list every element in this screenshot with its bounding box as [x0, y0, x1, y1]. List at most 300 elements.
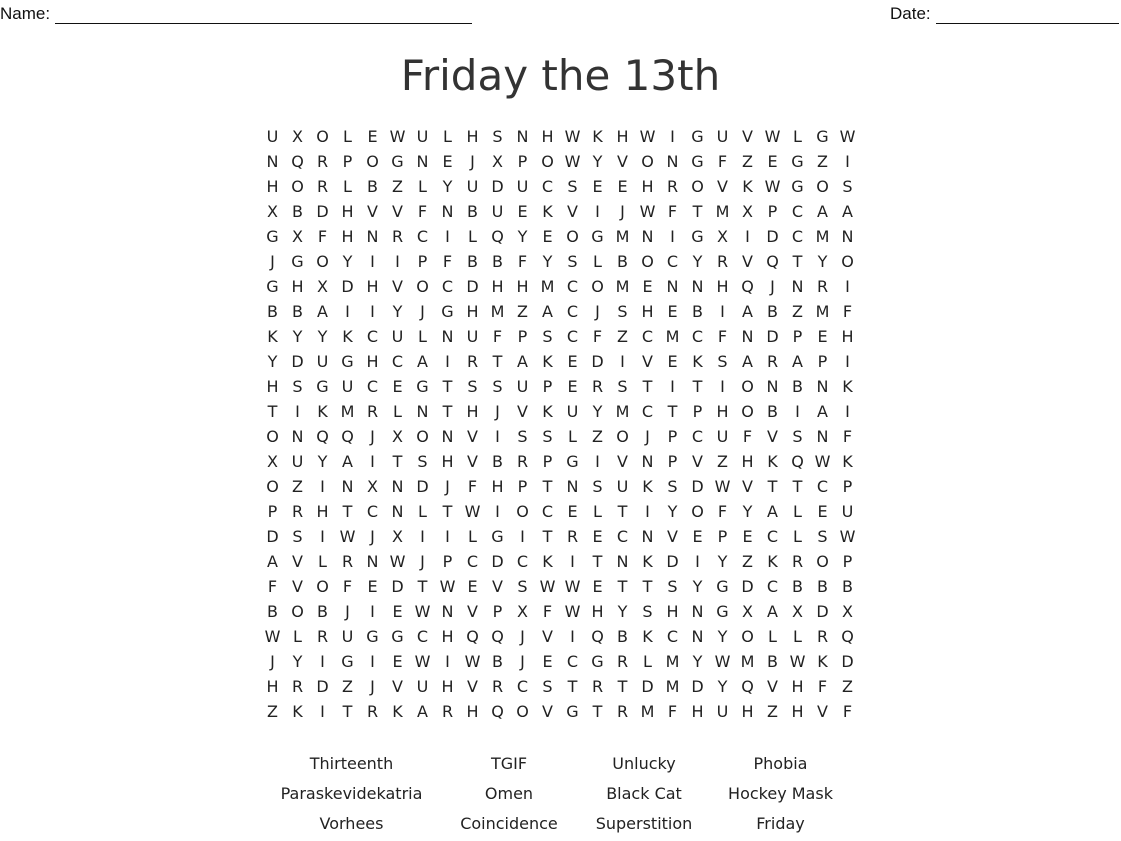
grid-letter: L: [793, 527, 802, 546]
grid-letter: P: [817, 352, 828, 371]
grid-letter: J: [520, 627, 525, 646]
grid-letter: W: [564, 127, 581, 146]
grid-letter: X: [292, 227, 303, 246]
grid-letter: J: [370, 427, 375, 446]
grid-letter: I: [745, 227, 750, 246]
grid-letter: X: [392, 527, 403, 546]
name-line[interactable]: [55, 8, 472, 24]
grid-letter: R: [391, 227, 404, 246]
grid-letter: O: [266, 427, 279, 446]
grid-letter: G: [591, 652, 604, 671]
grid-letter: K: [292, 702, 303, 721]
grid-letter: O: [691, 502, 704, 521]
grid-letter: Q: [791, 452, 804, 471]
grid-letter: C: [816, 477, 829, 496]
grid-letter: I: [720, 377, 725, 396]
grid-letter: M: [490, 302, 505, 321]
grid-letter: I: [495, 502, 500, 521]
grid-letter: O: [741, 377, 754, 396]
grid-letter: S: [667, 477, 678, 496]
grid-letter: P: [842, 477, 853, 496]
grid-letter: C: [466, 552, 479, 571]
grid-letter: L: [418, 502, 427, 521]
grid-letter: A: [792, 352, 803, 371]
grid-letter: D: [816, 602, 829, 621]
grid-letter: T: [267, 402, 278, 421]
grid-letter: E: [592, 577, 603, 596]
grid-letter: C: [791, 227, 804, 246]
grid-letter: U: [516, 377, 529, 396]
grid-letter: D: [491, 177, 504, 196]
grid-letter: D: [741, 577, 754, 596]
grid-letter: I: [570, 627, 575, 646]
grid-letter: W: [564, 602, 581, 621]
word-search-grid: [260, 124, 860, 724]
grid-letter: C: [691, 327, 704, 346]
grid-letter: Z: [617, 327, 628, 346]
grid-letter: G: [791, 177, 804, 196]
grid-letter: H: [716, 277, 729, 296]
grid-letter: B: [467, 252, 478, 271]
grid-letter: J: [495, 402, 500, 421]
grid-letter: U: [341, 627, 354, 646]
word-bank-row: [0, 811, 1121, 841]
grid-letter: C: [566, 302, 579, 321]
grid-letter: W: [639, 127, 656, 146]
grid-letter: Z: [742, 152, 753, 171]
grid-letter: B: [767, 302, 778, 321]
grid-letter: B: [617, 252, 628, 271]
grid-letter: K: [542, 402, 553, 421]
grid-letter: K: [592, 127, 603, 146]
grid-letter: W: [439, 577, 456, 596]
grid-letter: H: [316, 502, 329, 521]
grid-letter: K: [542, 352, 553, 371]
grid-letter: T: [642, 577, 653, 596]
grid-letter: E: [667, 352, 678, 371]
grid-letter: H: [266, 677, 279, 696]
grid-letter: I: [395, 252, 400, 271]
grid-letter: T: [392, 452, 403, 471]
grid-letter: B: [317, 602, 328, 621]
word-bank-item: Black Cat: [606, 784, 682, 803]
grid-letter: Q: [766, 252, 779, 271]
grid-letter: Z: [767, 702, 778, 721]
grid-letter: B: [617, 627, 628, 646]
grid-letter: C: [441, 277, 454, 296]
grid-letter: V: [767, 427, 778, 446]
grid-letter: F: [717, 327, 728, 346]
grid-letter: K: [767, 552, 778, 571]
grid-letter: S: [617, 302, 628, 321]
grid-letter: B: [817, 577, 828, 596]
grid-letter: I: [670, 127, 675, 146]
grid-letter: G: [391, 152, 404, 171]
grid-letter: T: [342, 702, 353, 721]
grid-letter: L: [793, 127, 802, 146]
grid-letter: G: [791, 152, 804, 171]
grid-letter: B: [492, 452, 503, 471]
grid-letter: I: [845, 402, 850, 421]
grid-letter: E: [542, 652, 553, 671]
grid-letter: I: [420, 527, 425, 546]
grid-letter: H: [366, 352, 379, 371]
grid-letter: Y: [592, 152, 603, 171]
grid-letter: E: [567, 377, 578, 396]
grid-letter: H: [266, 377, 279, 396]
grid-letter: J: [345, 602, 350, 621]
grid-letter: C: [691, 427, 704, 446]
grid-letter: Z: [292, 477, 303, 496]
grid-letter: I: [370, 652, 375, 671]
grid-letter: S: [542, 677, 553, 696]
grid-letter: E: [392, 652, 403, 671]
name-field[interactable]: [0, 4, 472, 24]
grid-letter: V: [392, 677, 403, 696]
grid-letter: H: [441, 452, 454, 471]
word-bank-item: Paraskevidekatria: [280, 784, 423, 803]
grid-letter: Z: [792, 302, 803, 321]
grid-letter: W: [414, 652, 431, 671]
grid-letter: N: [416, 152, 429, 171]
grid-letter: U: [841, 502, 854, 521]
grid-letter: D: [291, 352, 304, 371]
grid-letter: X: [792, 602, 803, 621]
grid-letter: O: [316, 252, 329, 271]
grid-letter: F: [817, 677, 828, 696]
grid-letter: I: [295, 402, 300, 421]
grid-letter: F: [717, 502, 728, 521]
grid-letter: V: [517, 402, 528, 421]
grid-letter: M: [340, 402, 355, 421]
grid-letter: D: [691, 477, 704, 496]
grid-letter: F: [317, 227, 328, 246]
grid-letter: Y: [692, 252, 703, 271]
grid-letter: I: [520, 527, 525, 546]
grid-letter: K: [642, 627, 653, 646]
grid-letter: I: [445, 527, 450, 546]
grid-letter: C: [416, 627, 429, 646]
grid-letter: S: [542, 327, 553, 346]
grid-letter: P: [267, 502, 278, 521]
grid-letter: U: [466, 177, 479, 196]
grid-letter: B: [292, 302, 303, 321]
grid-letter: N: [666, 152, 679, 171]
grid-letter: S: [567, 177, 578, 196]
grid-letter: F: [417, 202, 428, 221]
grid-letter: T: [542, 527, 553, 546]
grid-letter: T: [692, 202, 703, 221]
grid-letter: Y: [317, 452, 328, 471]
grid-letter: M: [615, 402, 630, 421]
grid-letter: I: [570, 552, 575, 571]
grid-letter: F: [267, 577, 278, 596]
grid-letter: Y: [692, 577, 703, 596]
grid-letter: I: [645, 502, 650, 521]
grid-letter: V: [617, 152, 628, 171]
grid-letter: V: [492, 577, 503, 596]
grid-letter: G: [591, 227, 604, 246]
grid-letter: Y: [317, 327, 328, 346]
grid-letter: A: [267, 552, 278, 571]
grid-letter: P: [542, 377, 553, 396]
grid-letter: G: [816, 127, 829, 146]
grid-letter: O: [566, 227, 579, 246]
grid-letter: P: [517, 152, 528, 171]
grid-letter: Y: [717, 552, 728, 571]
grid-letter: S: [492, 127, 503, 146]
word-bank: [0, 751, 1121, 841]
grid-letter: C: [566, 652, 579, 671]
grid-letter: O: [616, 427, 629, 446]
grid-letter: V: [667, 527, 678, 546]
grid-letter: I: [445, 352, 450, 371]
grid-letter: K: [542, 202, 553, 221]
grid-letter: V: [767, 677, 778, 696]
grid-letter: E: [442, 152, 453, 171]
grid-letter: A: [342, 452, 353, 471]
grid-letter: Y: [617, 602, 628, 621]
grid-letter: G: [316, 377, 329, 396]
grid-letter: U: [391, 327, 404, 346]
grid-letter: C: [366, 377, 379, 396]
grid-letter: X: [267, 452, 278, 471]
grid-letter: E: [692, 527, 703, 546]
grid-letter: B: [492, 252, 503, 271]
grid-letter: F: [542, 602, 553, 621]
grid-letter: V: [617, 452, 628, 471]
grid-letter: B: [842, 577, 853, 596]
grid-letter: T: [642, 377, 653, 396]
grid-letter: R: [616, 652, 629, 671]
grid-letter: N: [341, 477, 354, 496]
grid-letter: D: [316, 677, 329, 696]
grid-letter: C: [541, 177, 554, 196]
grid-letter: A: [842, 202, 853, 221]
grid-letter: P: [442, 552, 453, 571]
grid-letter: D: [591, 352, 604, 371]
grid-letter: K: [267, 327, 278, 346]
word-bank-item: Unlucky: [612, 754, 676, 773]
grid-letter: R: [591, 677, 604, 696]
grid-letter: U: [416, 677, 429, 696]
grid-letter: O: [416, 277, 429, 296]
grid-letter: C: [791, 202, 804, 221]
grid-letter: J: [270, 652, 275, 671]
word-bank-row: [0, 781, 1121, 811]
grid-letter: N: [366, 227, 379, 246]
grid-letter: R: [341, 552, 354, 571]
grid-letter: T: [617, 577, 628, 596]
grid-letter: C: [541, 502, 554, 521]
grid-letter: L: [593, 502, 602, 521]
grid-letter: W: [764, 177, 781, 196]
grid-letter: Y: [592, 402, 603, 421]
grid-letter: G: [566, 702, 579, 721]
grid-letter: S: [542, 427, 553, 446]
grid-letter: I: [345, 302, 350, 321]
grid-letter: T: [567, 677, 578, 696]
grid-letter: G: [691, 127, 704, 146]
grid-letter: N: [791, 277, 804, 296]
grid-letter: I: [845, 352, 850, 371]
grid-letter: G: [566, 452, 579, 471]
name-label: Name:: [0, 4, 51, 23]
grid-letter: A: [817, 402, 828, 421]
grid-letter: V: [717, 177, 728, 196]
grid-letter: T: [592, 552, 603, 571]
grid-letter: K: [392, 702, 403, 721]
grid-letter: O: [591, 277, 604, 296]
grid-letter: T: [617, 502, 628, 521]
grid-letter: T: [692, 377, 703, 396]
grid-letter: H: [641, 302, 654, 321]
grid-letter: E: [592, 177, 603, 196]
grid-letter: F: [842, 302, 853, 321]
grid-letter: N: [291, 427, 304, 446]
grid-letter: G: [266, 227, 279, 246]
grid-letter: N: [666, 277, 679, 296]
grid-letter: S: [842, 177, 853, 196]
grid-letter: F: [742, 427, 753, 446]
grid-letter: D: [841, 652, 854, 671]
grid-letter: Z: [742, 552, 753, 571]
grid-letter: B: [767, 652, 778, 671]
grid-letter: K: [542, 552, 553, 571]
grid-letter: J: [770, 277, 775, 296]
grid-letter: N: [391, 477, 404, 496]
grid-letter: A: [317, 302, 328, 321]
grid-letter: I: [445, 652, 450, 671]
grid-letter: M: [665, 652, 680, 671]
grid-letter: R: [316, 152, 329, 171]
word-bank-item: Friday: [756, 814, 805, 833]
grid-letter: Q: [316, 427, 329, 446]
grid-letter: A: [742, 302, 753, 321]
grid-letter: S: [592, 477, 603, 496]
grid-letter: Y: [717, 677, 728, 696]
grid-letter: Y: [392, 302, 403, 321]
grid-letter: H: [466, 402, 479, 421]
grid-letter: H: [466, 702, 479, 721]
grid-letter: K: [842, 452, 853, 471]
word-bank-row: [0, 751, 1121, 781]
grid-letter: H: [491, 477, 504, 496]
grid-letter: X: [517, 602, 528, 621]
date-line[interactable]: [936, 8, 1119, 24]
grid-letter: R: [566, 527, 579, 546]
grid-letter: R: [366, 402, 379, 421]
grid-letter: B: [467, 202, 478, 221]
grid-letter: X: [367, 477, 378, 496]
grid-letter: A: [767, 502, 778, 521]
grid-letter: R: [766, 352, 779, 371]
word-bank-item: Phobia: [753, 754, 808, 773]
grid-letter: J: [445, 477, 450, 496]
grid-letter: M: [640, 702, 655, 721]
grid-letter: R: [516, 452, 529, 471]
grid-letter: M: [815, 227, 830, 246]
grid-letter: H: [591, 602, 604, 621]
grid-letter: N: [441, 602, 454, 621]
grid-letter: V: [692, 452, 703, 471]
grid-letter: Y: [692, 652, 703, 671]
grid-letter: P: [417, 252, 428, 271]
word-bank-item: Thirteenth: [309, 754, 394, 773]
grid-letter: C: [666, 252, 679, 271]
grid-letter: N: [566, 477, 579, 496]
grid-letter: Q: [841, 627, 854, 646]
grid-letter: R: [816, 627, 829, 646]
grid-letter: N: [691, 602, 704, 621]
grid-letter: H: [641, 177, 654, 196]
grid-letter: T: [542, 477, 553, 496]
grid-letter: T: [792, 477, 803, 496]
grid-letter: P: [842, 552, 853, 571]
grid-letter: N: [816, 377, 829, 396]
grid-letter: N: [266, 152, 279, 171]
grid-letter: O: [841, 252, 854, 271]
date-field[interactable]: [890, 4, 1119, 24]
grid-letter: M: [615, 277, 630, 296]
grid-letter: O: [641, 252, 654, 271]
grid-letter: Q: [741, 677, 754, 696]
grid-letter: N: [391, 502, 404, 521]
grid-letter: D: [766, 227, 779, 246]
grid-letter: W: [389, 127, 406, 146]
grid-letter: S: [467, 377, 478, 396]
grid-letter: K: [642, 552, 653, 571]
grid-letter: T: [417, 577, 428, 596]
grid-letter: I: [370, 252, 375, 271]
grid-letter: X: [742, 202, 753, 221]
grid-letter: X: [492, 152, 503, 171]
grid-letter: P: [792, 327, 803, 346]
grid-letter: U: [291, 452, 304, 471]
grid-letter: Z: [817, 152, 828, 171]
grid-letter: R: [591, 377, 604, 396]
grid-letter: F: [667, 202, 678, 221]
grid-letter: Y: [667, 502, 678, 521]
grid-letter: V: [392, 277, 403, 296]
grid-letter: A: [767, 602, 778, 621]
grid-letter: M: [665, 327, 680, 346]
grid-letter: E: [542, 227, 553, 246]
grid-letter: U: [416, 127, 429, 146]
grid-letter: V: [542, 627, 553, 646]
grid-letter: F: [842, 702, 853, 721]
grid-letter: R: [616, 702, 629, 721]
grid-letter: W: [564, 577, 581, 596]
grid-letter: U: [716, 427, 729, 446]
grid-letter: B: [492, 652, 503, 671]
grid-letter: R: [816, 277, 829, 296]
grid-letter: F: [717, 152, 728, 171]
grid-letter: Z: [592, 427, 603, 446]
grid-letter: P: [492, 602, 503, 621]
grid-letter: Y: [817, 252, 828, 271]
word-bank-item: Vorhees: [319, 814, 384, 833]
grid-letter: T: [592, 702, 603, 721]
grid-letter: H: [341, 227, 354, 246]
grid-letter: H: [791, 677, 804, 696]
grid-letter: P: [767, 202, 778, 221]
grid-letter: F: [842, 427, 853, 446]
grid-letter: D: [466, 277, 479, 296]
grid-letter: H: [466, 302, 479, 321]
grid-letter: W: [839, 527, 856, 546]
grid-letter: L: [318, 552, 327, 571]
